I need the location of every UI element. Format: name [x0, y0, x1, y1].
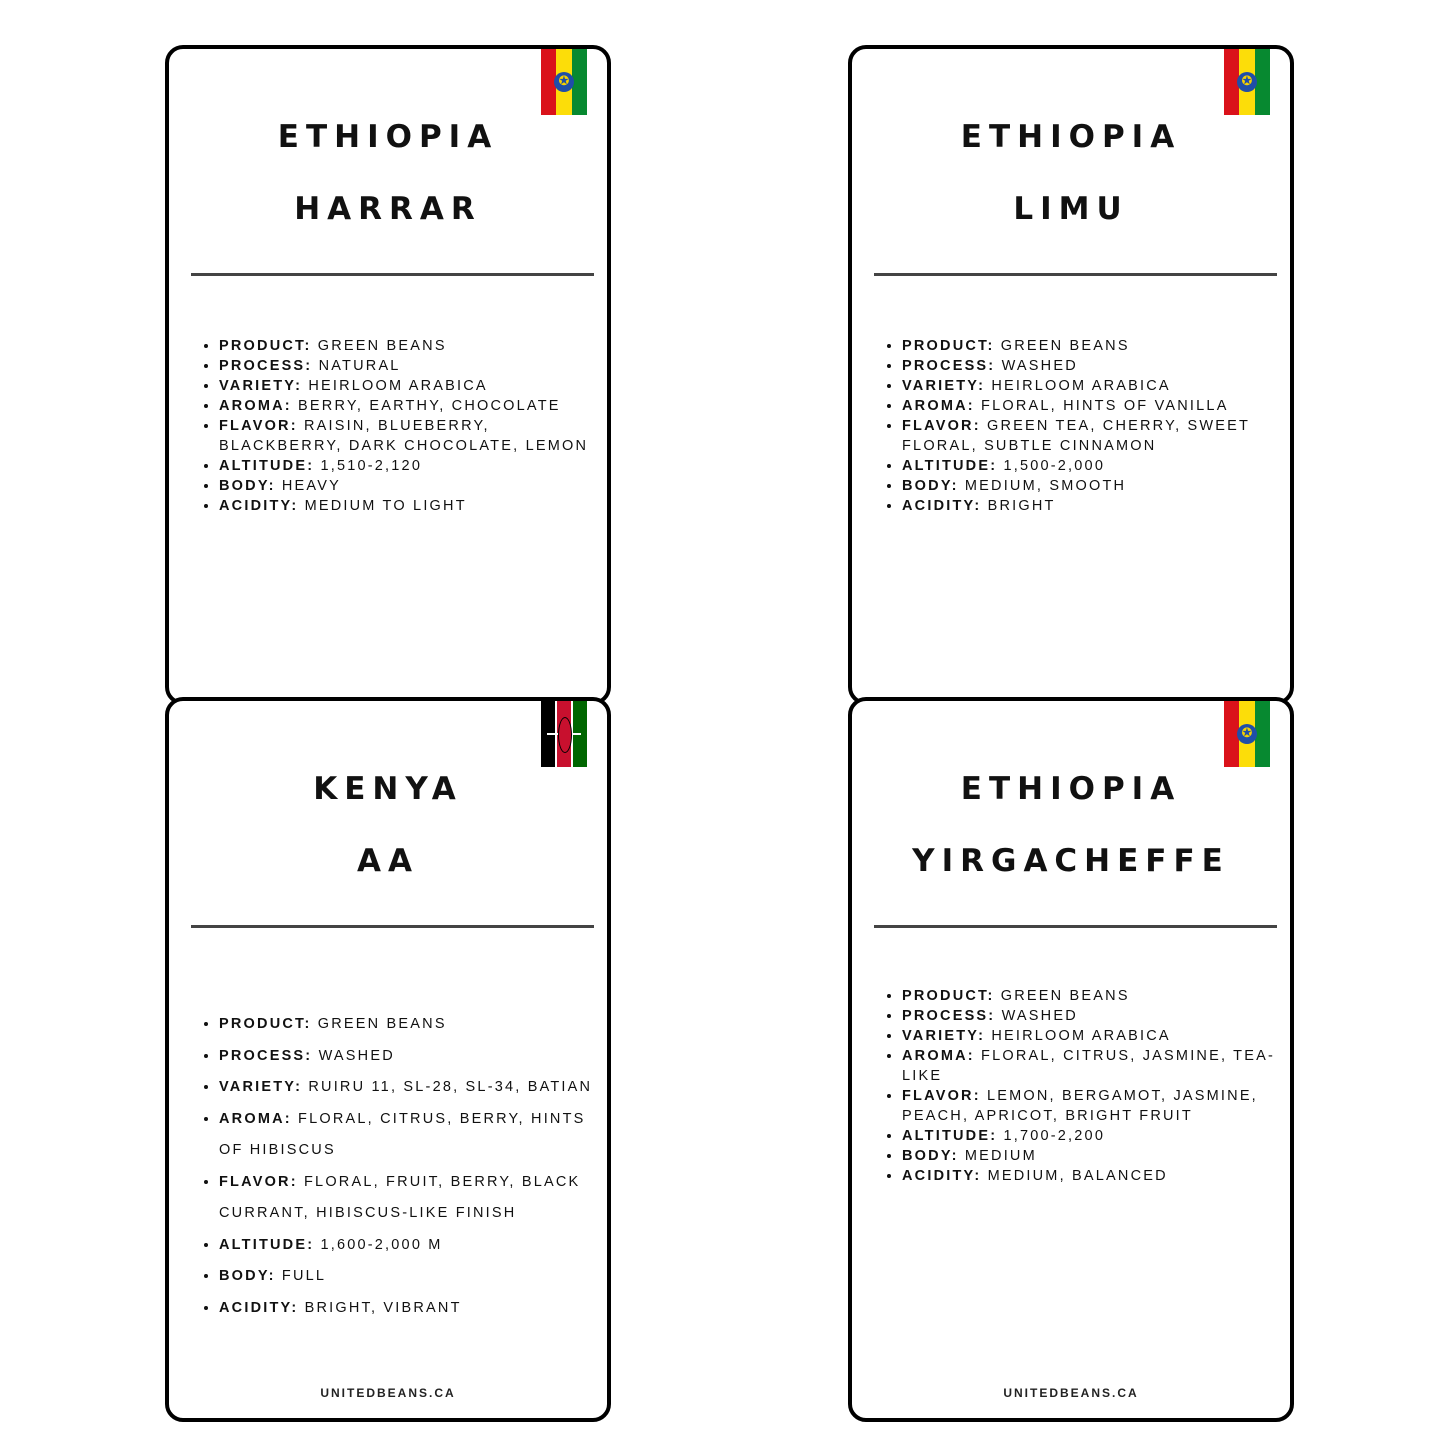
coffee-card-ethiopia-limu	[848, 45, 1294, 705]
spec-item: • PRODUCT: GREEN BEANS	[219, 336, 601, 356]
spec-item: • AROMA: BERRY, EARTHY, CHOCOLATE	[219, 396, 601, 416]
website-footer: UNITEDBEANS.CA	[320, 1386, 456, 1400]
ethiopia-flag-icon: ✪	[1224, 49, 1270, 115]
card-title-origin: KENYA	[313, 771, 463, 807]
spec-list	[882, 986, 1284, 1186]
coffee-card-ethiopia-harrar	[165, 45, 611, 705]
spec-item: • FLAVOR: RAISIN, BLUEBERRY, BLACKBERRY, DARK CHOCOLATE, LEMON	[219, 416, 601, 456]
spec-item: • PRODUCT: GREEN BEANS	[219, 1009, 601, 1041]
spec-item: • PRODUCT: GREEN BEANS	[902, 336, 1284, 356]
spec-item: • PRODUCT: GREEN BEANS	[902, 986, 1284, 1006]
spec-item: • BODY: MEDIUM, SMOOTH	[902, 476, 1284, 496]
spec-item: • ACIDITY: BRIGHT	[902, 496, 1284, 516]
coffee-card-kenya-aa	[165, 697, 611, 1422]
divider	[191, 925, 594, 928]
card-title-origin: ETHIOPIA	[960, 771, 1182, 807]
spec-item: • BODY: HEAVY	[219, 476, 601, 496]
spec-item: • ALTITUDE: 1,700-2,200	[902, 1126, 1284, 1146]
spec-item: • VARIETY: HEIRLOOM ARABICA	[902, 376, 1284, 396]
spec-item: • FLAVOR: GREEN TEA, CHERRY, SWEET FLORAL, SUBTLE CINNAMON	[902, 416, 1284, 456]
website-footer: UNITEDBEANS.CA	[1003, 1386, 1139, 1400]
kenya-flag-icon	[541, 701, 587, 767]
spec-list	[199, 336, 601, 516]
divider	[874, 925, 1277, 928]
spec-item: • FLAVOR: LEMON, BERGAMOT, JASMINE, PEACH, APRICOT, BRIGHT FRUIT	[902, 1086, 1284, 1126]
spec-item: • ALTITUDE: 1,600-2,000 M	[219, 1230, 601, 1262]
divider	[874, 273, 1277, 276]
coffee-card-ethiopia-yirgacheffe	[848, 697, 1294, 1422]
card-title-origin: ETHIOPIA	[277, 119, 499, 155]
spec-item: • AROMA: FLORAL, HINTS OF VANILLA	[902, 396, 1284, 416]
spec-item: • VARIETY: HEIRLOOM ARABICA	[219, 376, 601, 396]
spec-item: • ACIDITY: MEDIUM, BALANCED	[902, 1166, 1284, 1186]
ethiopia-flag-icon: ✪	[541, 49, 587, 115]
spec-item: • PROCESS: NATURAL	[219, 356, 601, 376]
spec-item: • BODY: FULL	[219, 1261, 601, 1293]
spec-item: • ACIDITY: MEDIUM TO LIGHT	[219, 496, 601, 516]
spec-item: • AROMA: FLORAL, CITRUS, JASMINE, TEA-LIKE	[902, 1046, 1284, 1086]
card-title-region: HARRAR	[294, 191, 482, 227]
spec-item: • ALTITUDE: 1,510-2,120	[219, 456, 601, 476]
card-title-region: AA	[357, 843, 419, 879]
spec-item: • AROMA: FLORAL, CITRUS, BERRY, HINTS OF HIBISCUS	[219, 1104, 601, 1167]
ethiopia-flag-icon: ✪	[1224, 701, 1270, 767]
spec-item: • VARIETY: HEIRLOOM ARABICA	[902, 1026, 1284, 1046]
divider	[191, 273, 594, 276]
card-title-region: LIMU	[1013, 191, 1129, 227]
spec-item: • PROCESS: WASHED	[219, 1041, 601, 1073]
spec-item: • FLAVOR: FLORAL, FRUIT, BERRY, BLACK CURRANT, HIBISCUS-LIKE FINISH	[219, 1167, 601, 1230]
spec-item: • PROCESS: WASHED	[902, 1006, 1284, 1026]
spec-item: • VARIETY: RUIRU 11, SL-28, SL-34, BATIAN	[219, 1072, 601, 1104]
card-title-origin: ETHIOPIA	[960, 119, 1182, 155]
spec-list	[882, 336, 1284, 516]
spec-item: • ACIDITY: BRIGHT, VIBRANT	[219, 1293, 601, 1325]
spec-list	[199, 1009, 601, 1324]
spec-item: • ALTITUDE: 1,500-2,000	[902, 456, 1284, 476]
spec-item: • BODY: MEDIUM	[902, 1146, 1284, 1166]
spec-item: • PROCESS: WASHED	[902, 356, 1284, 376]
card-title-region: YIRGACHEFFE	[912, 843, 1230, 879]
